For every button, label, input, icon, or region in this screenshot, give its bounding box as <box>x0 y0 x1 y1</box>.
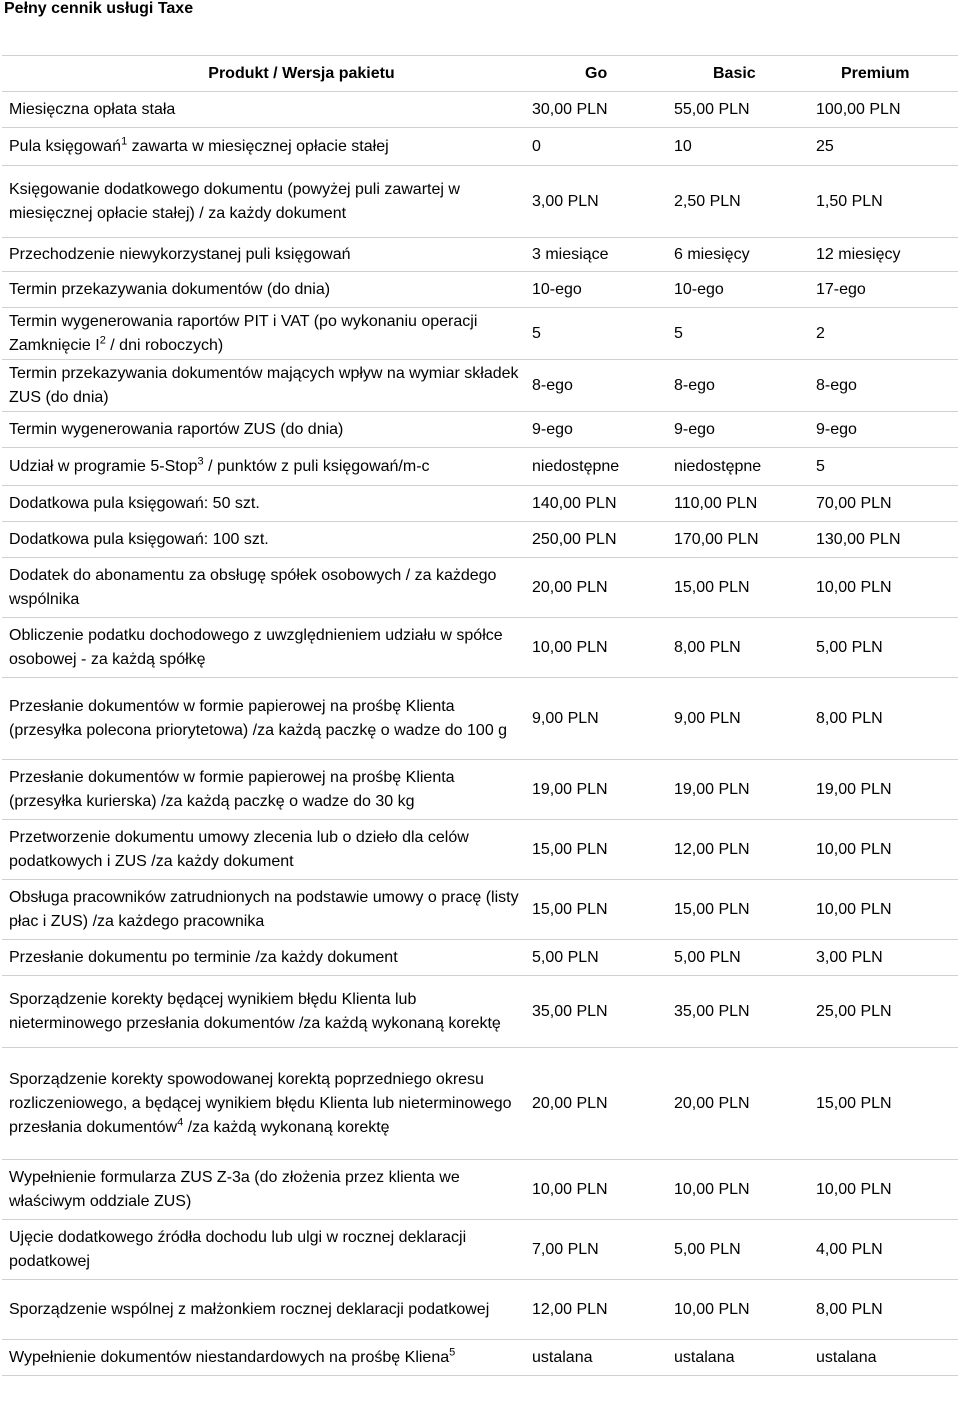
row-label-text: Termin przekazywania dokumentów mających wpływ na wymiar składek ZUS (do dnia) <box>9 364 519 406</box>
row-label-text: Termin wygenerowania raportów ZUS (do dnia) <box>9 420 344 438</box>
cell-basic: 5,00 PLN <box>669 940 811 976</box>
cell-basic: 19,00 PLN <box>669 760 811 820</box>
cell-go: 5 <box>527 308 669 360</box>
cell-premium: 12 miesięcy <box>811 238 958 272</box>
row-label-text: Sporządzenie korekty będącej wynikiem błędu Klienta lub nieterminowego przesłania dokumentów /za każdą wykonaną korektę <box>9 990 501 1032</box>
table-body <box>2 92 958 1376</box>
cell-premium: 8,00 PLN <box>811 1280 958 1340</box>
row-label <box>2 92 527 128</box>
footnote-marker: 5 <box>449 1346 456 1359</box>
row-label-text: Przetworzenie dokumentu umowy zlecenia lub o dzieło dla celów podatkowych i ZUS /za każdy dokument <box>9 828 469 870</box>
cell-premium: 100,00 PLN <box>811 92 958 128</box>
row-label-text: Termin wygenerowania raportów PIT i VAT (po wykonaniu operacji Zamknięcie I <box>9 312 478 354</box>
row-label <box>2 1220 527 1280</box>
table-row <box>2 1340 958 1376</box>
row-label <box>2 880 527 940</box>
table-header-row <box>2 56 958 92</box>
table-row <box>2 1048 958 1160</box>
table-row <box>2 238 958 272</box>
cell-premium: 1,50 PLN <box>811 166 958 238</box>
row-label-text: Przechodzenie niewykorzystanej puli księgowań <box>9 245 351 263</box>
cell-go: 9,00 PLN <box>527 678 669 760</box>
cell-go: 35,00 PLN <box>527 976 669 1048</box>
row-label <box>2 308 527 360</box>
row-label-text: Ujęcie dodatkowego źródła dochodu lub ulgi w rocznej deklaracji podatkowej <box>9 1228 467 1270</box>
cell-basic: 10,00 PLN <box>669 1280 811 1340</box>
cell-basic: 12,00 PLN <box>669 820 811 880</box>
row-label-text-after: zawarta w miesięcznej opłacie stałej <box>127 137 389 155</box>
table-row <box>2 940 958 976</box>
cell-go: 250,00 PLN <box>527 522 669 558</box>
cell-go: 20,00 PLN <box>527 558 669 618</box>
row-label <box>2 128 527 166</box>
cell-premium: 130,00 PLN <box>811 522 958 558</box>
table-row <box>2 618 958 678</box>
cell-go: niedostępne <box>527 448 669 486</box>
cell-premium: 9-ego <box>811 412 958 448</box>
cell-basic: 8-ego <box>669 360 811 412</box>
row-label-text-after: /za każdą wykonaną korektę <box>183 1118 390 1136</box>
cell-go: 3 miesiące <box>527 238 669 272</box>
cell-basic: 55,00 PLN <box>669 92 811 128</box>
table-row <box>2 486 958 522</box>
cell-premium: 8,00 PLN <box>811 678 958 760</box>
cell-basic: 35,00 PLN <box>669 976 811 1048</box>
row-label-text: Pula księgowań <box>9 137 122 155</box>
row-label-text: Przesłanie dokumentów w formie papierowej na prośbę Klienta (przesyłka polecona priorytetowa) /za każdą paczkę o wadze do 100 g <box>9 697 508 739</box>
cell-basic: 5 <box>669 308 811 360</box>
cell-go: ustalana <box>527 1340 669 1376</box>
cell-basic: ustalana <box>669 1340 811 1376</box>
footnote-marker: 4 <box>177 1116 184 1129</box>
cell-go: 3,00 PLN <box>527 166 669 238</box>
row-label-text-after: / punktów z puli księgowań/m-c <box>203 457 430 475</box>
table-row <box>2 880 958 940</box>
row-label-text: Dodatkowa pula księgowań: 100 szt. <box>9 530 269 548</box>
cell-premium: 5,00 PLN <box>811 618 958 678</box>
row-label-text: Przesłanie dokumentów w formie papierowej na prośbę Klienta (przesyłka kurierska) /za każdą paczkę o wadze do 30 kg <box>9 768 455 810</box>
cell-premium: 10,00 PLN <box>811 1160 958 1220</box>
cell-basic: 10-ego <box>669 272 811 308</box>
row-label-text: Sporządzenie wspólnej z małżonkiem rocznej deklaracji podatkowej <box>9 1300 490 1318</box>
cell-go: 30,00 PLN <box>527 92 669 128</box>
table-row <box>2 976 958 1048</box>
row-label-text: Wypełnienie formularza ZUS Z-3a (do złożenia przez klienta we właściwym oddziale ZUS) <box>9 1168 460 1210</box>
row-label-text: Wypełnienie dokumentów niestandardowych na prośbę Kliena <box>9 1348 450 1366</box>
table-row <box>2 272 958 308</box>
footnote-marker: 3 <box>197 455 204 468</box>
cell-go: 7,00 PLN <box>527 1220 669 1280</box>
row-label-text: Termin przekazywania dokumentów (do dnia) <box>9 280 331 298</box>
table-row <box>2 678 958 760</box>
table-row <box>2 92 958 128</box>
cell-premium: 8-ego <box>811 360 958 412</box>
row-label-text: Obsługa pracowników zatrudnionych na podstawie umowy o pracę (listy płac i ZUS) /za każdego pracownika <box>9 888 519 930</box>
row-label-text: Księgowanie dodatkowego dokumentu (powyżej puli zawartej w miesięcznej opłacie stałej) / za każdy dokument <box>9 180 460 222</box>
row-label <box>2 522 527 558</box>
row-label <box>2 238 527 272</box>
row-label <box>2 940 527 976</box>
row-label <box>2 1048 527 1160</box>
cell-premium: 25,00 PLN <box>811 976 958 1048</box>
column-header-product: Produkt / Wersja pakietu <box>2 56 527 92</box>
table-row <box>2 1280 958 1340</box>
cell-go: 12,00 PLN <box>527 1280 669 1340</box>
row-label <box>2 618 527 678</box>
price-table <box>2 55 958 1376</box>
cell-basic: 15,00 PLN <box>669 880 811 940</box>
row-label-text: Udział w programie 5-Stop <box>9 457 198 475</box>
cell-basic: 2,50 PLN <box>669 166 811 238</box>
table-row <box>2 820 958 880</box>
cell-premium: ustalana <box>811 1340 958 1376</box>
cell-go: 140,00 PLN <box>527 486 669 522</box>
row-label <box>2 1340 527 1376</box>
row-label-text: Sporządzenie korekty spowodowanej korektą poprzedniego okresu rozliczeniowego, a będącej wynikiem błędu Klienta lub nieterminowego przesłania dokumentów <box>9 1070 512 1136</box>
row-label-text: Dodatek do abonamentu za obsługę spółek osobowych / za każdego wspólnika <box>9 566 497 608</box>
cell-premium: 25 <box>811 128 958 166</box>
cell-basic: 10,00 PLN <box>669 1160 811 1220</box>
row-label-text-after: / dni roboczych) <box>105 336 224 354</box>
table-row <box>2 1160 958 1220</box>
cell-go: 9-ego <box>527 412 669 448</box>
cell-premium: 4,00 PLN <box>811 1220 958 1280</box>
row-label <box>2 760 527 820</box>
table-row <box>2 1220 958 1280</box>
page-title: Pełny cennik usługi Taxe <box>4 0 194 17</box>
row-label-text: Dodatkowa pula księgowań: 50 szt. <box>9 494 260 512</box>
cell-premium: 70,00 PLN <box>811 486 958 522</box>
row-label <box>2 448 527 486</box>
table-row <box>2 448 958 486</box>
cell-go: 0 <box>527 128 669 166</box>
row-label <box>2 166 527 238</box>
cell-premium: 19,00 PLN <box>811 760 958 820</box>
row-label <box>2 1160 527 1220</box>
footnote-marker: 2 <box>99 334 106 347</box>
cell-basic: niedostępne <box>669 448 811 486</box>
cell-premium: 17-ego <box>811 272 958 308</box>
table-row <box>2 412 958 448</box>
table-row <box>2 760 958 820</box>
cell-premium: 10,00 PLN <box>811 880 958 940</box>
cell-basic: 8,00 PLN <box>669 618 811 678</box>
cell-basic: 170,00 PLN <box>669 522 811 558</box>
cell-go: 10,00 PLN <box>527 1160 669 1220</box>
cell-basic: 5,00 PLN <box>669 1220 811 1280</box>
footnote-marker: 1 <box>121 135 128 148</box>
column-header-premium: Premium <box>811 56 958 92</box>
cell-basic: 110,00 PLN <box>669 486 811 522</box>
cell-go: 15,00 PLN <box>527 820 669 880</box>
cell-premium: 5 <box>811 448 958 486</box>
row-label-text: Obliczenie podatku dochodowego z uwzględnieniem udziału w spółce osobowej - za każdą spółkę <box>9 626 503 668</box>
cell-go: 19,00 PLN <box>527 760 669 820</box>
row-label <box>2 360 527 412</box>
cell-premium: 2 <box>811 308 958 360</box>
cell-basic: 6 miesięcy <box>669 238 811 272</box>
row-label-text: Miesięczna opłata stała <box>9 100 176 118</box>
table-row <box>2 558 958 618</box>
cell-go: 5,00 PLN <box>527 940 669 976</box>
row-label <box>2 820 527 880</box>
cell-go: 10,00 PLN <box>527 618 669 678</box>
row-label <box>2 272 527 308</box>
cell-basic: 15,00 PLN <box>669 558 811 618</box>
cell-premium: 10,00 PLN <box>811 820 958 880</box>
table-row <box>2 360 958 412</box>
row-label-text: Przesłanie dokumentu po terminie /za każdy dokument <box>9 948 398 966</box>
cell-premium: 15,00 PLN <box>811 1048 958 1160</box>
column-header-basic: Basic <box>669 56 811 92</box>
cell-premium: 3,00 PLN <box>811 940 958 976</box>
row-label <box>2 486 527 522</box>
row-label <box>2 558 527 618</box>
table-row <box>2 128 958 166</box>
table-row <box>2 308 958 360</box>
cell-basic: 20,00 PLN <box>669 1048 811 1160</box>
row-label <box>2 976 527 1048</box>
cell-premium: 10,00 PLN <box>811 558 958 618</box>
row-label <box>2 678 527 760</box>
cell-go: 10-ego <box>527 272 669 308</box>
cell-basic: 9-ego <box>669 412 811 448</box>
table-row <box>2 166 958 238</box>
column-header-go: Go <box>527 56 669 92</box>
cell-go: 8-ego <box>527 360 669 412</box>
cell-go: 15,00 PLN <box>527 880 669 940</box>
cell-basic: 10 <box>669 128 811 166</box>
table-row <box>2 522 958 558</box>
cell-go: 20,00 PLN <box>527 1048 669 1160</box>
row-label <box>2 1280 527 1340</box>
cell-basic: 9,00 PLN <box>669 678 811 760</box>
row-label <box>2 412 527 448</box>
